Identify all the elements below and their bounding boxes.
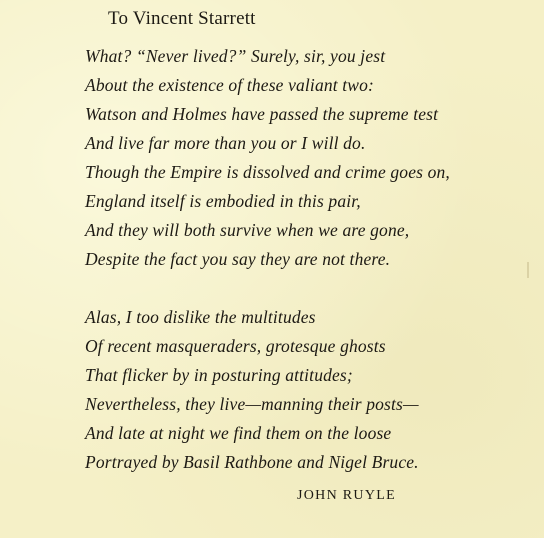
poem-line: And live far more than you or I will do. bbox=[85, 133, 366, 153]
poem-line: Nevertheless, they live—manning their posts— bbox=[85, 394, 419, 414]
poem-line: Portrayed by Basil Rathbone and Nigel Bruce. bbox=[85, 452, 419, 472]
poem-line: And late at night we find them on the loose bbox=[85, 423, 392, 443]
author-signature: JOHN RUYLE bbox=[297, 488, 396, 503]
paper-edge-mark bbox=[527, 262, 529, 278]
poem-line: About the existence of these valiant two: bbox=[85, 75, 374, 95]
poem-line: Alas, I too dislike the multitudes bbox=[85, 307, 316, 327]
poem-line: And they will both survive when we are gone, bbox=[85, 220, 410, 240]
poem-line: Of recent masqueraders, grotesque ghosts bbox=[85, 336, 386, 356]
poem-line: That flicker by in posturing attitudes; bbox=[85, 365, 353, 385]
poem-line: Watson and Holmes have passed the supreme test bbox=[85, 104, 439, 124]
poem-line: Despite the fact you say they are not there. bbox=[85, 249, 391, 269]
stanza-2 bbox=[85, 303, 419, 477]
poem-line: England itself is embodied in this pair, bbox=[85, 191, 361, 211]
poem-title: To Vincent Starrett bbox=[108, 8, 256, 29]
poem-line: Though the Empire is dissolved and crime goes on, bbox=[85, 162, 450, 182]
stanza-1 bbox=[85, 42, 450, 274]
poem-line: What? “Never lived?” Surely, sir, you jest bbox=[85, 46, 386, 66]
